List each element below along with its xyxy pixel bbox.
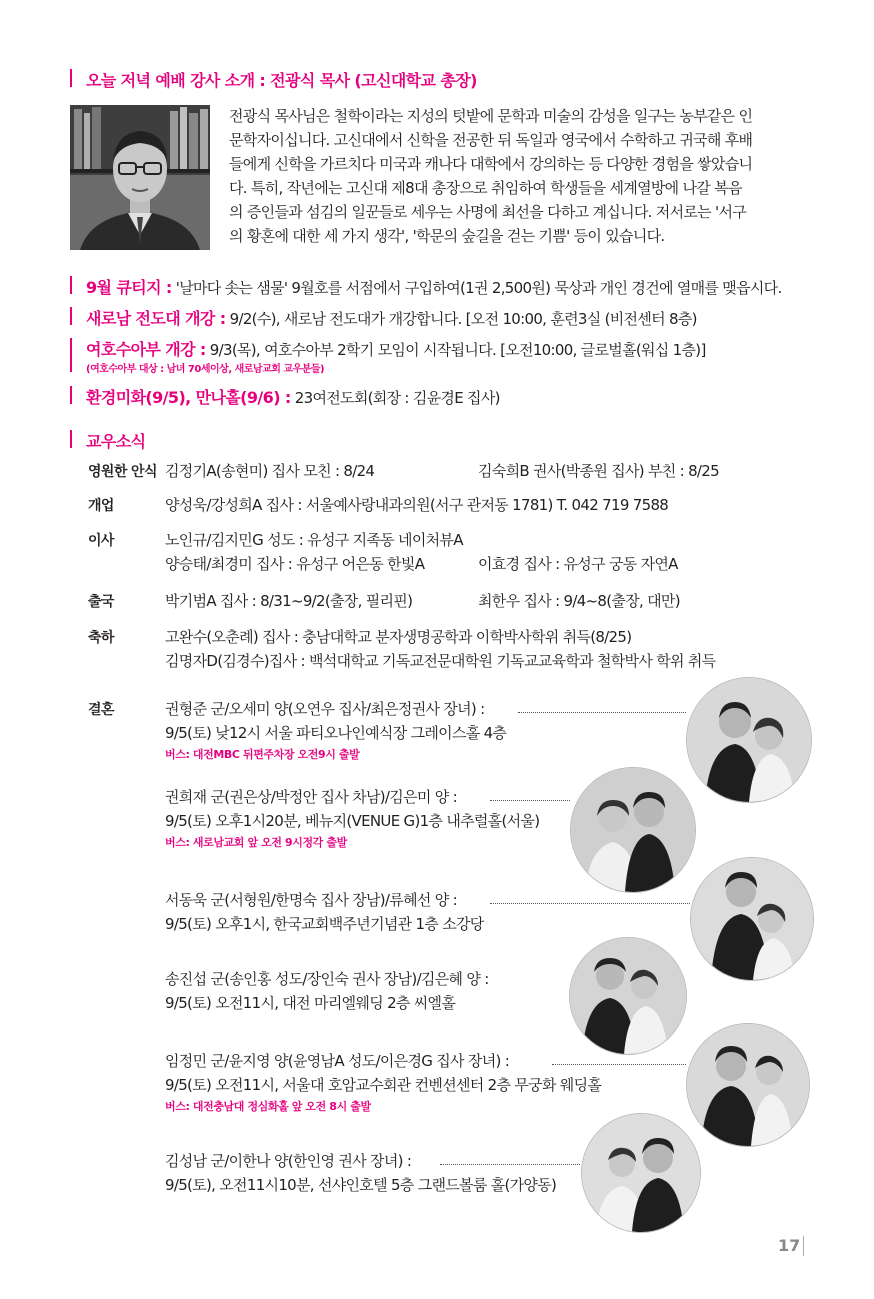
bio-line: 다. 특히, 작년에는 고신대 제8대 총장으로 취임하여 학생들을 세계열방에 나갈 복음 bbox=[229, 179, 742, 197]
label-congrats: 축하 bbox=[88, 630, 114, 646]
notice-evangelism bbox=[86, 306, 697, 329]
leader-dots bbox=[440, 1164, 580, 1165]
label-opening: 개업 bbox=[88, 498, 114, 514]
wedding-line1: 임정민 군/윤지영 양(윤영남A 성도/이은경G 집사 장녀) : bbox=[165, 1052, 510, 1070]
wedding-photo-5 bbox=[686, 1023, 810, 1147]
label-departure: 출국 bbox=[88, 594, 114, 610]
notice-text: 9/2(수), 새로남 전도대가 개강합니다. [오전 10:00, 훈련3실 (비전센터 8층) bbox=[225, 310, 697, 328]
news-heading: 교우소식 bbox=[86, 432, 146, 451]
notice-text: '날마다 솟는 샘물' 9월호를 서점에서 구입하여(1권 2,500원) 묵상과 개인 경건에 열매를 맺읍시다. bbox=[171, 279, 782, 297]
notice-bar bbox=[70, 307, 72, 325]
notice-title: 환경미화(9/5), 만나홀(9/6) : bbox=[86, 388, 291, 407]
leader-dots bbox=[552, 1064, 686, 1065]
notice-bar bbox=[70, 386, 72, 404]
wedding-photo-2 bbox=[570, 767, 696, 893]
notice-text: 23여전도회(회장 : 김윤경E 집사) bbox=[290, 389, 500, 407]
leader-dots bbox=[490, 903, 690, 904]
bio-line: 들에게 신학을 가르치다 미국과 캐나다 대학에서 강의하는 등 다양한 경험을 쌓았습니 bbox=[229, 155, 753, 173]
wedding-bus: 버스: 새로남교회 앞 오전 9시정각 출발 bbox=[165, 836, 347, 849]
wedding-line1: 권희재 군(권은상/박정안 집사 차남)/김은미 양 : bbox=[165, 788, 457, 806]
wedding-bus: 버스: 대전MBC 뒤편주차장 오전9시 출발 bbox=[165, 748, 360, 761]
wedding-line1: 송진섭 군(송인홍 성도/장인숙 권사 장남)/김은혜 양 : bbox=[165, 970, 489, 988]
wedding-line1: 권형준 군/오세미 양(오연우 집사/최은정권사 장녀) : bbox=[165, 700, 485, 718]
bio-line: 문학자이십니다. 고신대에서 신학을 전공한 뒤 독일과 영국에서 수학하고 귀국해 후배 bbox=[229, 131, 753, 149]
wedding-photo-6 bbox=[581, 1113, 701, 1233]
notice-joshua-sub: (여호수아부 대상 : 남녀 70세이상, 새로남교회 교우분들) bbox=[86, 364, 325, 375]
wedding-line1: 김성남 군/이한나 양(한인영 권사 장녀) : bbox=[165, 1152, 412, 1170]
memorial-a: 김정기A(송현미) 집사 모친 : 8/24 bbox=[165, 462, 375, 480]
notice-title: 새로남 전도대 개강 : bbox=[86, 309, 226, 328]
wedding-photo-3 bbox=[690, 857, 814, 981]
speaker-heading: 오늘 저녁 예배 강사 소개 : 전광식 목사 (고신대학교 총장) bbox=[86, 71, 477, 90]
wedding-line1: 서동욱 군(서형원/한명숙 집사 장남)/류혜선 양 : bbox=[165, 891, 457, 909]
wedding-photo-1 bbox=[686, 677, 812, 803]
wedding-photo-4 bbox=[569, 937, 687, 1055]
memorial-b: 김숙희B 권사(박종원 집사) 부친 : 8/25 bbox=[478, 462, 719, 480]
congrats-line1: 고완수(오춘례) 집사 : 충남대학교 분자생명공학과 이학박사학위 취득(8/25) bbox=[165, 628, 632, 646]
speaker-photo bbox=[70, 105, 210, 250]
page-number: 17 bbox=[778, 1236, 801, 1255]
notice-qt bbox=[86, 275, 782, 298]
moving-line2b: 이효경 집사 : 유성구 궁동 자연A bbox=[478, 555, 678, 573]
label-wedding: 결혼 bbox=[88, 702, 114, 718]
notice-bar bbox=[70, 276, 72, 294]
wedding-line2: 9/5(토) 오전11시, 서울대 호암교수회관 컨벤션센터 2층 무궁화 웨딩홀 bbox=[165, 1076, 602, 1094]
wedding-line2: 9/5(토) 오후1시, 한국교회백주년기념관 1층 소강당 bbox=[165, 915, 484, 933]
opening-text: 양성욱/강성희A 집사 : 서울예사랑내과의원(서구 관저동 1781) T. 042 719 7588 bbox=[165, 496, 669, 514]
leader-dots bbox=[518, 712, 686, 713]
congrats-line2: 김명자D(김경수)집사 : 백석대학교 기독교전문대학원 기독교교육학과 철학박사 학위 취득 bbox=[165, 652, 716, 670]
notice-joshua bbox=[86, 337, 706, 360]
moving-line1: 노인규/김지민G 성도 : 유성구 지족동 네이처뷰A bbox=[165, 531, 463, 549]
label-moving: 이사 bbox=[88, 533, 114, 549]
wedding-bus: 버스: 대전충남대 정심화홀 앞 오전 8시 출발 bbox=[165, 1100, 371, 1113]
section-bar bbox=[70, 69, 72, 87]
page-number-divider bbox=[803, 1236, 804, 1256]
notice-title: 9월 큐티지 : bbox=[86, 278, 172, 297]
wedding-line2: 9/5(토) 낮12시 서울 파티오나인예식장 그레이스홀 4층 bbox=[165, 724, 507, 742]
moving-line2a: 양승태/최경미 집사 : 유성구 어은동 한빛A bbox=[165, 555, 425, 573]
notice-bar bbox=[70, 338, 72, 372]
departure-a: 박기범A 집사 : 8/31~9/2(출장, 필리핀) bbox=[165, 592, 413, 610]
bio-line: 의 황혼에 대한 세 가지 생각', '학문의 숲길을 걷는 기쁨' 등이 있습니다. bbox=[229, 227, 665, 245]
wedding-line2: 9/5(토), 오전11시10분, 선샤인호텔 5층 그랜드볼룸 홀(가양동) bbox=[165, 1176, 557, 1194]
label-memorial: 영원한 안식 bbox=[88, 464, 157, 480]
notice-text: 9/3(목), 여호수아부 2학기 모임이 시작됩니다. [오전10:00, 글로벌홀(워십 1층)] bbox=[205, 341, 706, 359]
notice-cleaning bbox=[86, 385, 500, 408]
notice-title: 여호수아부 개강 : bbox=[86, 340, 206, 359]
section-bar bbox=[70, 430, 72, 448]
wedding-line2: 9/5(토) 오전11시, 대전 마리엘웨딩 2층 씨엘홀 bbox=[165, 994, 456, 1012]
bio-line: 전광식 목사님은 철학이라는 지성의 텃밭에 문학과 미술의 감성을 일구는 농부같은 인 bbox=[229, 107, 753, 125]
leader-dots bbox=[490, 800, 570, 801]
wedding-line2: 9/5(토) 오후1시20분, 베뉴지(VENUE G)1층 내추럴홀(서울) bbox=[165, 812, 540, 830]
departure-b: 최한우 집사 : 9/4~8(출장, 대만) bbox=[478, 592, 680, 610]
speaker-bio bbox=[229, 104, 752, 248]
bio-line: 의 증인들과 섬김의 일꾼들로 세우는 사명에 최선을 다하고 계십니다. 저서로는 '서구 bbox=[229, 203, 747, 221]
